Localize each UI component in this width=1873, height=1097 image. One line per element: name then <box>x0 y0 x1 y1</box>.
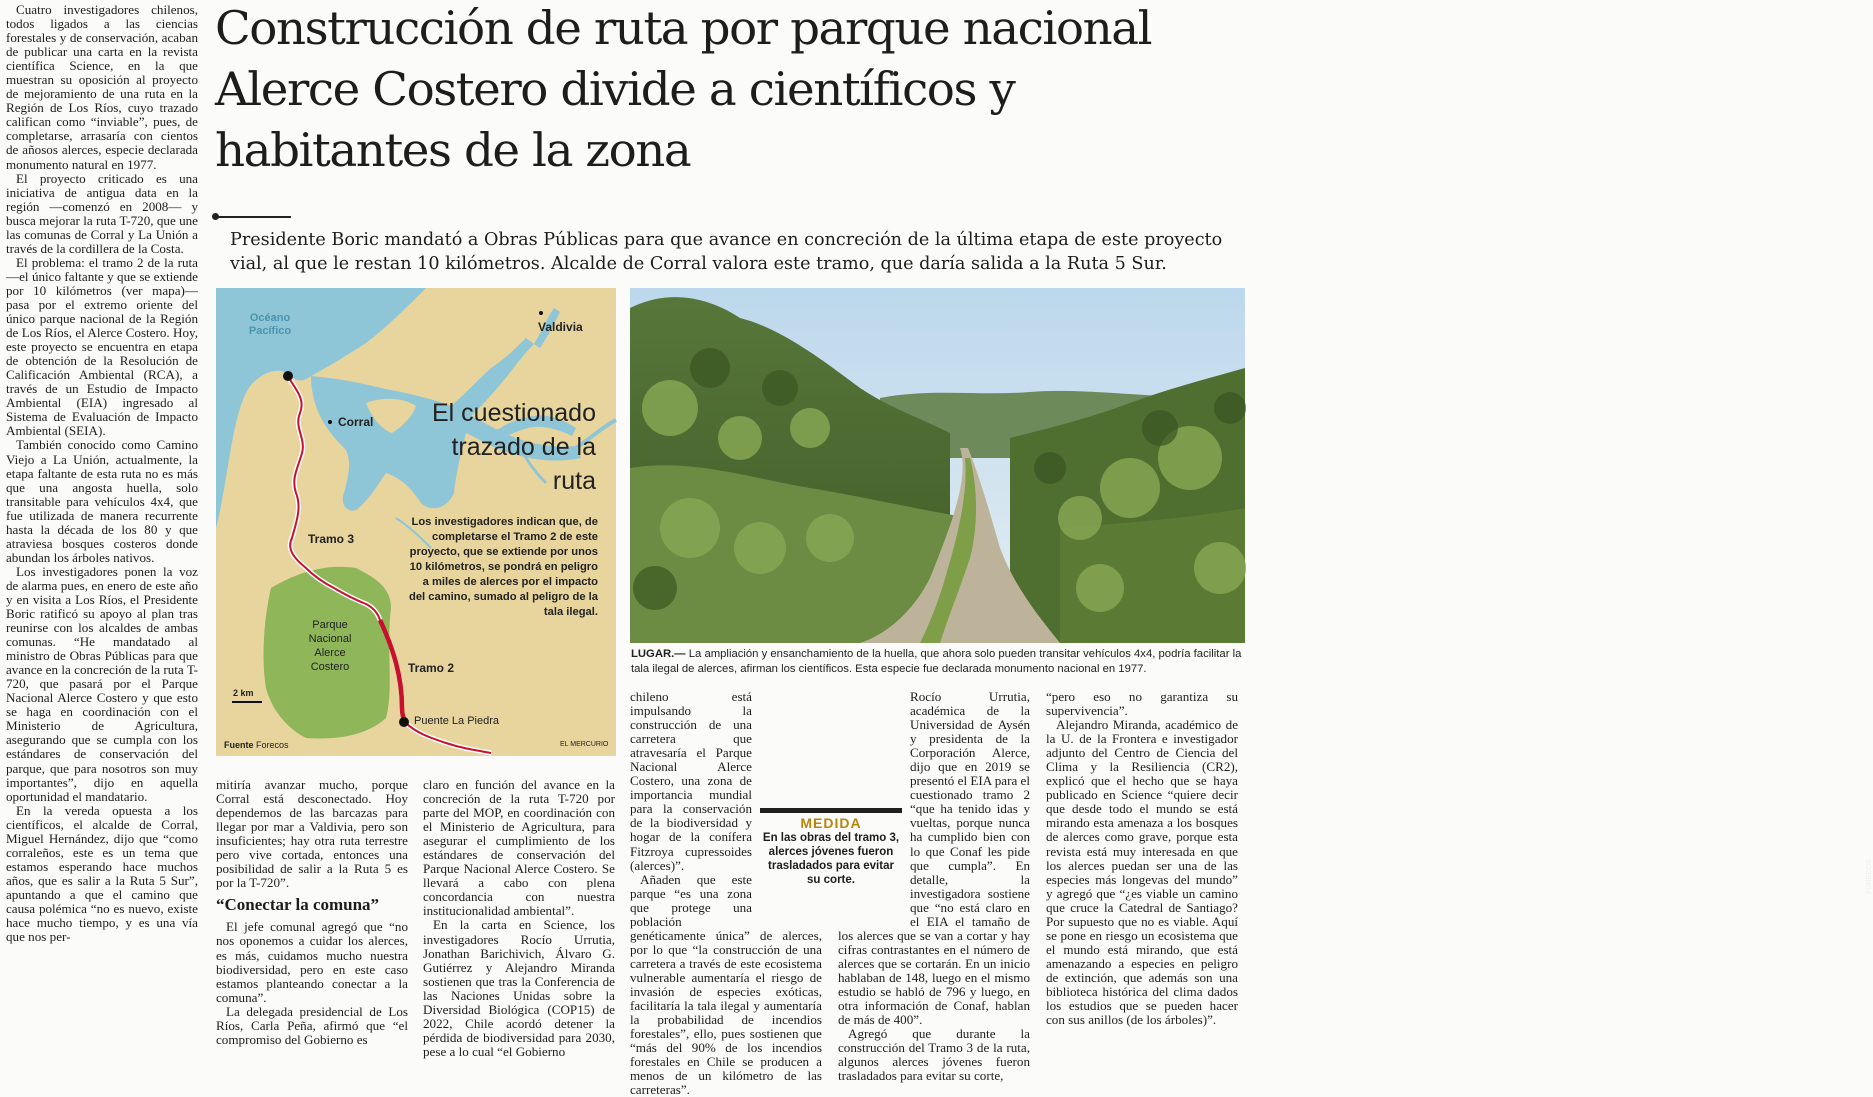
column-3 <box>423 778 615 1079</box>
column-2-p3: La delegada presidencial de Los Ríos, Carla Peña, afirmó que “el compromiso del Gobierno es <box>216 1003 408 1047</box>
map-publisher: EL MERCURIO <box>560 741 609 748</box>
column-2-subhead: “Conectar la comuna” <box>216 895 380 915</box>
column-1-p2: El proyecto criticado es una iniciativa de antigua data en la región —comenzó en 2008— y busca mejorar la ruta T-720, que une las comunas de Corral y La Unión a través de la cordillera de la Costa. <box>6 170 198 256</box>
column-1-p3: El problema: el tramo 2 de la ruta —el único faltante y que se extiende por 10 kilómetros (ver mapa)— pasa por el extremo oriente del único parque nacional de la Región de Los Ríos, el Alerce Costero. Hoy, este proyecto se encuentra en etapa de obtención de la Resolución de Calificación Ambiental (RCA), a través de un Estudio de Impacto Ambiental (EIA) ingresado al Sistema de Evaluación de Impacto Ambiental (SEIA). <box>6 254 198 439</box>
column-1-p5: Los investigadores ponen la voz de alarma pues, en enero de este año y en visita a Los Ríos, el Presidente Boric ratificó su apoyo al plan tras reunirse con los alcaldes de ambas comunas. “He mandatado al ministro de Obras Públicas para que avance en la concreción de la ruta T-720, que pasará por el Parque Nacional Alerce Costero y que esto se haga en coordinación con el Ministerio de Agricultura, asegurando que se cumpla con los estándares de conservación del parque, que para nosotros son muy importantes”, dijo en aquella oportunidad el mandatario. <box>6 563 198 804</box>
column-1-p1: Cuatro investigadores chilenos, todos ligados a las ciencias forestales y de conservación, acaban de publicar una carta en la revista científica Science, en la que muestran su oposición al proyecto de mejoramiento de una ruta en la Región de Los Ríos, cuyo trazado califican como “inviable”, pues, de completarse, arrasaría con cientos de añosos alerces, especie declarada monumento natural en 1977. <box>6 2 198 172</box>
column-6-p2: Alejandro Miranda, académico de la U. de la Frontera e investigador adjunto del Centro de Ciencia del Clima y la Resiliencia (CR2), explicó que el hecho que se haya publicado en Science “quiere decir que desde todo el mundo se está mirando esta amenaza a los bosques de alerces como grave, porque esta revista está muy interesada en que los alerces puedan ser una de las especies más longevas del mundo” y agregó que “¿es viable un camino que cruce la Catedral de Santiago? Por supuesto que no es viable. Aquí se pone en riesgo un ecosistema que el mundo está mirando, que está amenazando a especies en peligro de extinción, que además son una biblioteca histórica del clima dados los estudios que se pueden hacer con sus anillos (de los árboles)”. <box>1046 717 1238 1028</box>
column-5-p1: Rocío Urrutia, académica de la Universidad de Aysén y presidenta de la Corporación Alerce, dijo que en 2019 se presentó el EIA para el cuestionado tramo 2 “que ha tenido idas y vueltas, porque nunca ha cumplido bien con lo que Conaf les pide que cumpla”. En detalle, la investigadora sostiene que “no está claro en el EIA el tamaño de los alerces que se van a cortar y hay cifras contrastantes en el número de alerces que se cortarán. En un inicio hablaban de 148, luego en el mismo estudio se habló de 796 y luego, en otra información de Conaf, hablan de más de 400”. <box>838 689 1030 1028</box>
headline-divider <box>215 216 291 218</box>
column-6-p1: “pero eso no garantiza su supervivencia”. <box>1046 689 1238 719</box>
map-source-name: Forecos <box>256 740 289 750</box>
medida-title: MEDIDA <box>800 815 862 831</box>
route-map <box>216 288 616 756</box>
caption-text: La ampliación y ensanchamiento de la huella, que ahora solo pueden transitar vehículos 4x4, podría facilitar la tala ilegal de alerces, afirman los científicos. Esta especie fue declarada monumento nacional en 1977. <box>631 648 1242 675</box>
map-scale-label: 2 km <box>233 688 254 698</box>
map-title: El cuestionado trazado de la ruta <box>431 399 596 495</box>
map-label-park: Parque Nacional Alerce Costero <box>308 619 352 673</box>
headline: Construcción de ruta por parque nacional Alerce Costero divide a científicos y habitantes de la zona <box>215 1 1152 177</box>
map-label-puente: Puente La Piedra <box>414 715 500 727</box>
map-ocean-label: Océano Pacífico <box>248 312 292 337</box>
column-5-p2: Agregó que durante la construcción del Tramo 3 de la ruta, algunos alerces jóvenes fueron trasladados para evitar su corte, <box>838 1026 1030 1084</box>
map-description: Los investigadores indican que, de completarse el Tramo 2 de este proyecto, que se extiende por unos 10 kilómetros, se pondrá en peligro a miles de alerces por el impacto del camino, sumado al peligro de la tala ilegal. <box>409 516 598 618</box>
column-2-p1: mitiría avanzar mucho, porque Corral está desconectado. Hoy dependemos de las barcazas para llegar por mar a Valdivia, pero son insuficientes; hay otra ruta terrestre pero vive cortada, entonces una posibilidad de salir a la Ruta 5 es por la T-720”. <box>216 777 408 891</box>
column-4-p2: Añaden que este parque “es una zona que protege una población genéticamente única” de alerces, por lo que “la construcción de una carretera a través de este ecosistema vulnerable aumentaría el riesgo de invasión de especies exóticas, facilitaría la tala ilegal y aumentaría la probabilidad de incendios forestales”, ello, pues sostienen que “más del 90% de los incendios forestales en Chile se producen a menos de un kilómetro de las carreteras”. <box>630 871 822 1097</box>
column-1-p6: En la vereda opuesta a los científicos, el alcalde de Corral, Miguel Hernández, dijo que “como corraleños, este es un tema que estamos esperando hace muchos años, que es salir a la Ruta 5 Sur”, apuntando a que el camino que causa polémica “no es nuevo, existe hace mucho tiempo, y es una vía que nos per- <box>6 802 198 945</box>
column-3-p2: En la carta en Science, los investigadores Rocío Urrutia, Jonathan Barichivich, Álvaro G. Gutiérrez y Alejandro Miranda sostienen que tras la Conferencia de las Naciones Unidas sobre la Diversidad Biológica (COP15) de 2022, Chile acordó detener la pérdida de biodiversidad para 2030, pese a lo cual “el Gobierno <box>423 917 615 1059</box>
map-source <box>224 740 289 750</box>
map-label-valdivia: Valdivia <box>538 320 583 334</box>
photo-credit: FORECOS <box>1866 859 1873 894</box>
column-3-p1: claro en función del avance en la concreción de la ruta T-720 por parte del MOP, en coordinación con el Ministerio de Agricultura, para asegurar el cumplimiento de los estándares de conservación del Parque Nacional Alerce Costero. Se llevará a cabo con plena concordancia con nuestra institucionalidad ambiental”. <box>423 777 615 919</box>
column-2 <box>216 778 408 1079</box>
map-label-tramo2: Tramo 2 <box>408 661 455 675</box>
photo-caption <box>631 647 1243 677</box>
medida-text: En las obras del tramo 3, alerces jóvenes fueron trasladados para evitar su corte. <box>762 832 900 886</box>
column-4-p1: chileno está impulsando la construcción de una carretera que atravesaría el Parque Nacional Alerce Costero, una zona de importancia mundial para la conservación de la biodiversidad y hogar de la conífera Fitzroya cupressoides (alerces)”. <box>630 689 752 873</box>
deck: Presidente Boric mandató a Obras Públicas para que avance en concreción de la última etapa de este proyecto vial, al que le restan 10 kilómetros. Alcalde de Corral valora este tramo, que daría salida a la Ruta 5 Sur. <box>230 230 1223 274</box>
map-label-tramo3: Tramo 3 <box>308 532 355 546</box>
map-label-corral: Corral <box>338 415 374 429</box>
column-1-p4: También conocido como Camino Viejo a La Unión, actualmente, la etapa faltante de esta ruta no es más que una angosta huella, solo transitable para vehículos 4x4, que fue utilizada de manera recurrente hasta la década de los 80 y que atraviesa bosques costeros donde abundan los árboles nativos. <box>6 437 198 565</box>
map-source-label: Fuente <box>224 740 254 750</box>
photo-graphic <box>630 288 1245 643</box>
medida-sidebar <box>760 808 902 887</box>
column-1 <box>6 3 198 1079</box>
caption-label: LUGAR.— <box>631 648 686 660</box>
column-2-p2: El jefe comunal agregó que “no nos oponemos a cuidar los alerces, es más, cuidamos mucho nuestra biodiversidad, pero en este caso estamos planteando conectar a la comuna”. <box>216 919 408 1005</box>
column-6 <box>1046 690 1238 1079</box>
